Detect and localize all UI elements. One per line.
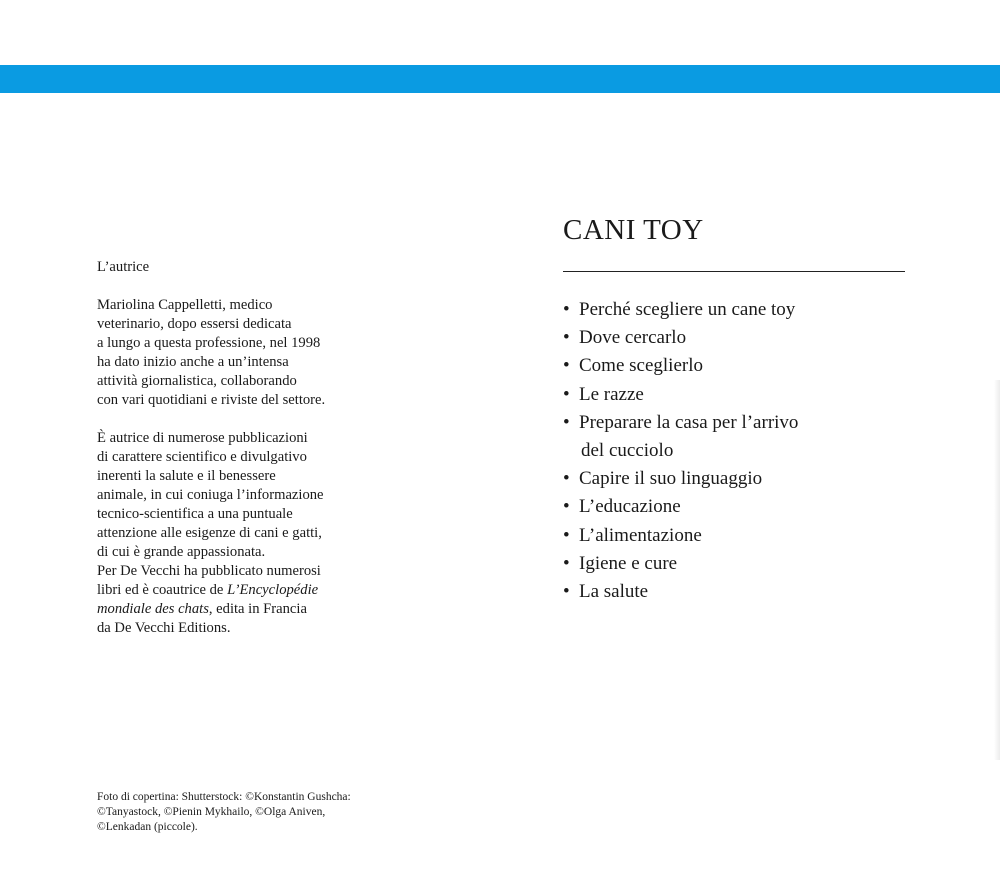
contents-item-label: Dove cercarlo [579, 327, 687, 349]
bio-line: con vari quotidiani e riviste del settore. [97, 392, 326, 408]
contents-item-label: del cucciolo [581, 440, 674, 462]
bio-line: ha dato inizio anche a un’intensa [97, 354, 289, 370]
credits-line: ©Lenkadan (piccole). [97, 821, 198, 833]
pubs-line: tecnico-scientifica a una puntuale [97, 506, 293, 522]
pubs-line [97, 581, 387, 600]
pubs-line: attenzione alle esigenze di cani e gatti, [97, 525, 322, 541]
bullet-icon: • [563, 411, 570, 433]
bullet-icon: • [563, 299, 570, 320]
pubs-line: da De Vecchi Editions. [97, 620, 231, 636]
contents-item-label: Come sceglierlo [579, 355, 703, 377]
title-underline [563, 271, 905, 272]
contents-item [563, 296, 798, 324]
bullet-icon: • [563, 355, 570, 377]
pubs-line: inerenti la salute e il benessere [97, 468, 276, 484]
contents-list [563, 296, 798, 606]
pubs-line: Per De Vecchi ha pubblicato numerosi [97, 563, 321, 579]
contents-item [563, 324, 798, 352]
pubs-text: , edita in Francia [208, 601, 307, 617]
contents-item-label: Capire il suo linguaggio [579, 468, 763, 490]
pubs-line: di carattere scientifico e divulgativo [97, 449, 307, 465]
bullet-icon: • [563, 496, 570, 518]
author-section [97, 258, 387, 638]
pubs-line: di cui è grande appassionata. [97, 544, 266, 560]
contents-item-label: L’educazione [579, 496, 681, 518]
bullet-icon: • [563, 581, 570, 603]
photo-credits [97, 790, 417, 835]
contents-item [563, 352, 798, 380]
author-publications [97, 429, 387, 638]
credits-line: ©Tanyastock, ©Pienin Mykhailo, ©Olga Aniven, [97, 806, 326, 818]
contents-item-label: Preparare la casa per l’arrivo [579, 411, 799, 433]
encyclopedia-title-part1: L’Encyclopédie [227, 582, 319, 598]
bio-line: Mariolina Cappelletti, medico [97, 297, 273, 313]
page-edge-shadow [994, 380, 1000, 760]
contents-item-label: Le razze [579, 383, 644, 405]
author-bio [97, 296, 387, 410]
contents-item [563, 381, 798, 409]
bullet-icon: • [563, 383, 570, 405]
bio-line: attività giornalistica, collaborando [97, 373, 297, 389]
contents-item-label: Perché scegliere un cane toy [579, 299, 796, 320]
bullet-icon: • [563, 552, 570, 574]
top-color-band [0, 65, 1000, 93]
pubs-line: È autrice di numerose pubblicazioni [97, 430, 308, 446]
author-heading: L’autrice [97, 259, 150, 275]
contents-item [563, 550, 798, 578]
bio-line: a lungo a questa professione, nel 1998 [97, 335, 321, 351]
contents-item-label: L’alimentazione [579, 524, 702, 546]
contents-item [563, 409, 798, 437]
bullet-icon: • [563, 468, 570, 490]
credits-line: Foto di copertina: Shutterstock: ©Konstantin Gushcha: [97, 791, 351, 803]
pubs-line: animale, in cui coniuga l’informazione [97, 487, 324, 503]
book-title: CANI TOY [563, 214, 704, 246]
bullet-icon: • [563, 327, 570, 349]
contents-item [563, 578, 798, 606]
encyclopedia-title-part2: mondiale des chats [97, 601, 209, 617]
contents-item-label: La salute [579, 581, 649, 603]
bio-line: veterinario, dopo essersi dedicata [97, 316, 292, 332]
pubs-line [97, 600, 387, 619]
contents-item [563, 493, 798, 521]
paragraph-gap [97, 410, 387, 429]
contents-item-label: Igiene e cure [579, 552, 678, 574]
contents-item [563, 522, 798, 550]
pubs-text: libri ed è coautrice de [97, 582, 228, 598]
contents-item-continuation [563, 437, 798, 465]
bullet-icon: • [563, 524, 570, 546]
contents-item [563, 465, 798, 493]
